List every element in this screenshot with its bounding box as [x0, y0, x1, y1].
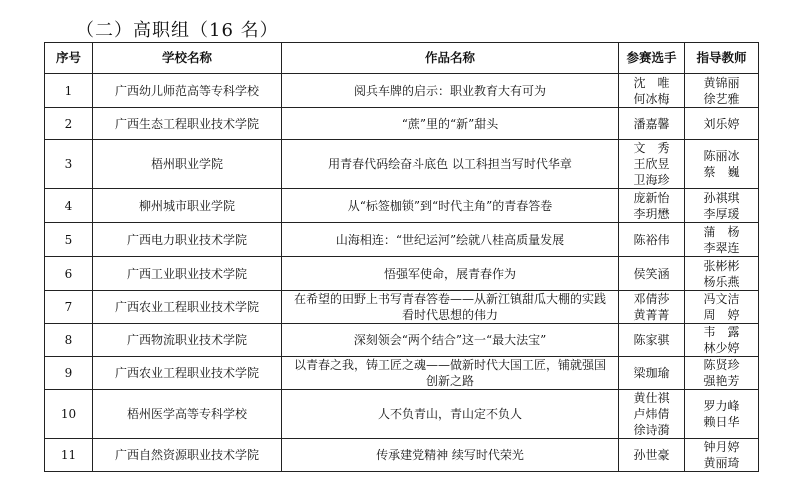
- table-row: [45, 189, 759, 223]
- row-number: 1: [45, 74, 93, 108]
- school-name: 广西幼儿师范高等专科学校: [93, 74, 282, 108]
- teachers: 黄锦丽 徐艺雅: [685, 74, 759, 108]
- school-name: 柳州城市职业学院: [93, 189, 282, 223]
- work-title: 山海相连：“世纪运河”绘就八桂高质量发展: [282, 223, 619, 257]
- students: 孙世豪: [619, 439, 685, 472]
- row-number: 5: [45, 223, 93, 257]
- students: 文 秀 王欣昱 卫海珍: [619, 140, 685, 189]
- teachers: 蒲 杨 李翠连: [685, 223, 759, 257]
- work-title: “蔗”里的“新”甜头: [282, 108, 619, 140]
- teachers: 陈丽冰 蔡 巍: [685, 140, 759, 189]
- row-number: 10: [45, 390, 93, 439]
- row-number: 8: [45, 324, 93, 357]
- row-number: 11: [45, 439, 93, 472]
- work-title: 以青春之我，铸工匠之魂——做新时代大国工匠，铺就强国创新之路: [282, 357, 619, 390]
- table-row: [45, 439, 759, 472]
- students: 邓倩莎 黄菁菁: [619, 291, 685, 324]
- teachers: 罗力峰 赖日华: [685, 390, 759, 439]
- table-row: [45, 108, 759, 140]
- table-row: [45, 324, 759, 357]
- table-header-row: [45, 43, 759, 74]
- work-title: 用青春代码绘奋斗底色 以工科担当写时代华章: [282, 140, 619, 189]
- section-title: （二）高职组（16 名）: [76, 20, 279, 41]
- table-row: [45, 291, 759, 324]
- table-row: [45, 390, 759, 439]
- table-row: [45, 140, 759, 189]
- students: 庞新怡 李玥懋: [619, 189, 685, 223]
- table-row: [45, 257, 759, 291]
- work-title: 悟强军使命，展青春作为: [282, 257, 619, 291]
- school-name: 广西电力职业技术学院: [93, 223, 282, 257]
- school-name: 广西工业职业技术学院: [93, 257, 282, 291]
- teachers: 刘乐婷: [685, 108, 759, 140]
- students: 梁珈瑜: [619, 357, 685, 390]
- teachers: 韦 露 林少婷: [685, 324, 759, 357]
- work-title: 人不负青山，青山定不负人: [282, 390, 619, 439]
- teachers: 冯文洁 周 婷: [685, 291, 759, 324]
- students: 潘嘉馨: [619, 108, 685, 140]
- school-name: 广西农业工程职业技术学院: [93, 291, 282, 324]
- work-title: 深刻领会“两个结合”这一“最大法宝”: [282, 324, 619, 357]
- table-row: [45, 223, 759, 257]
- header-students: 参赛选手: [619, 43, 685, 74]
- row-number: 6: [45, 257, 93, 291]
- teachers: 钟月婷 黄丽琦: [685, 439, 759, 472]
- school-name: 广西自然资源职业技术学院: [93, 439, 282, 472]
- school-name: 广西生态工程职业技术学院: [93, 108, 282, 140]
- row-number: 2: [45, 108, 93, 140]
- row-number: 9: [45, 357, 93, 390]
- work-title: 传承建党精神 续写时代荣光: [282, 439, 619, 472]
- students: 沈 唯 何冰梅: [619, 74, 685, 108]
- school-name: 广西物流职业技术学院: [93, 324, 282, 357]
- header-school: 学校名称: [93, 43, 282, 74]
- teachers: 孙祺琪 李厚瑗: [685, 189, 759, 223]
- row-number: 3: [45, 140, 93, 189]
- work-title: 阅兵车牌的启示：职业教育大有可为: [282, 74, 619, 108]
- teachers: 张彬彬 杨乐燕: [685, 257, 759, 291]
- table-row: [45, 74, 759, 108]
- students: 陈裕伟: [619, 223, 685, 257]
- header-no: 序号: [45, 43, 93, 74]
- students: 侯笑涵: [619, 257, 685, 291]
- students: 陈家骐: [619, 324, 685, 357]
- school-name: 梧州职业学院: [93, 140, 282, 189]
- school-name: 广西农业工程职业技术学院: [93, 357, 282, 390]
- header-work: 作品名称: [282, 43, 619, 74]
- school-name: 梧州医学高等专科学校: [93, 390, 282, 439]
- teachers: 陈贤珍 强艳芳: [685, 357, 759, 390]
- awards-table: [44, 42, 759, 472]
- students: 黄仕祺 卢炜倩 徐诗漪: [619, 390, 685, 439]
- row-number: 7: [45, 291, 93, 324]
- header-teachers: 指导教师: [685, 43, 759, 74]
- work-title: 从“标签枷锁”到“时代主角”的青春答卷: [282, 189, 619, 223]
- row-number: 4: [45, 189, 93, 223]
- work-title: 在希望的田野上书写青春答卷——从新江镇甜瓜大棚的实践看时代思想的伟力: [282, 291, 619, 324]
- table-row: [45, 357, 759, 390]
